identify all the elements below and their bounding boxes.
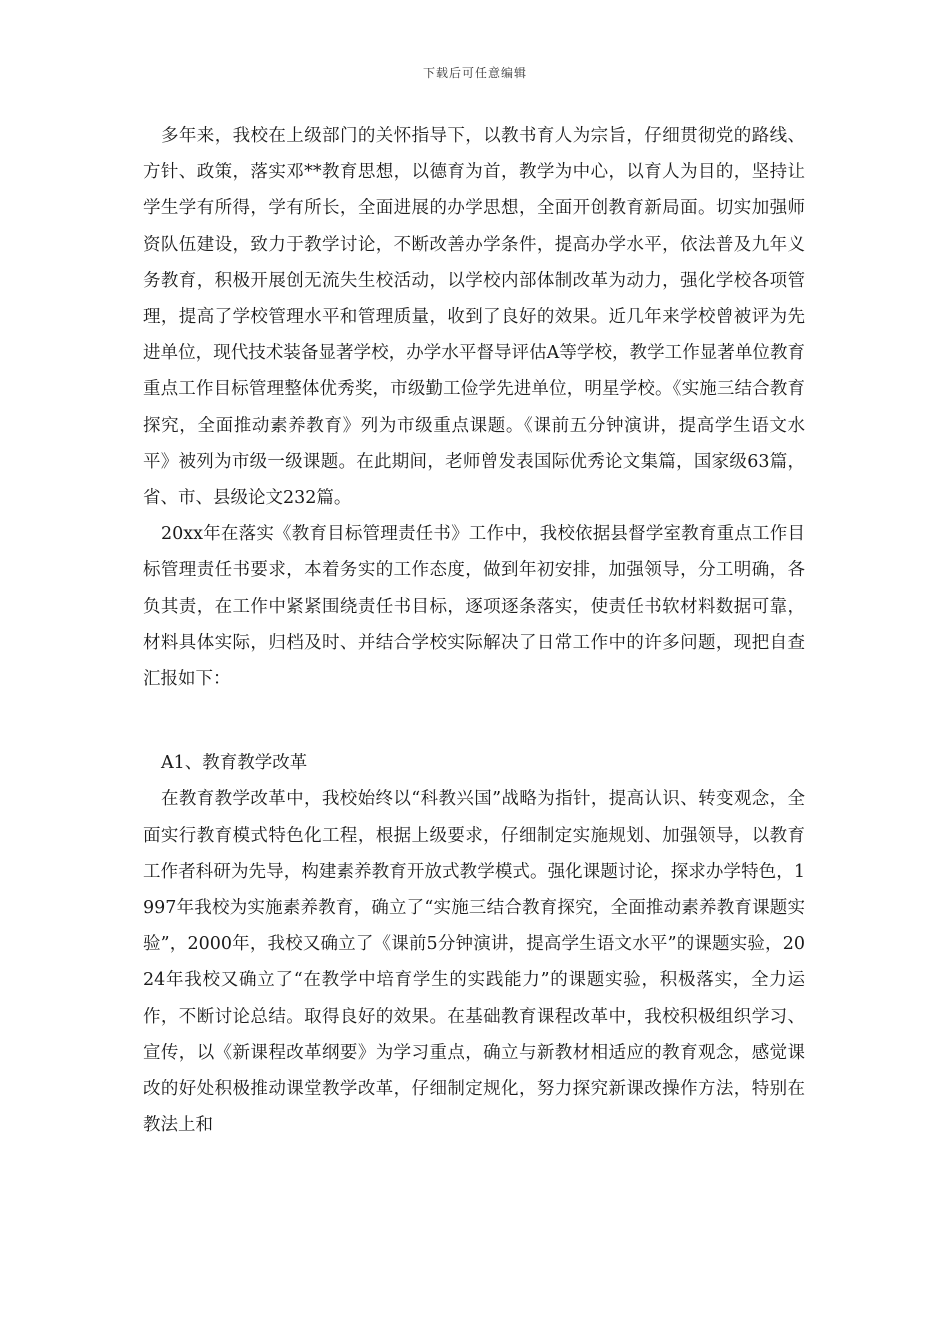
paragraph-intro: 多年来，我校在上级部门的关怀指导下，以教书育人为宗旨，仔细贯彻党的路线、方针、政策，落实邓**教育思想，以德育为首，教学为中心，以育人为目的，坚持让学生学有所得，学有所长，全面进展的办学思想，全面开创教育新局面。切实加强师资队伍建设，致力于教学讨论，不断改善办学条件，提高办学水平，依法普及九年义务教育，积极开展创无流失生校活动，以学校内部体制改革为动力，强化学校各项管理，提高了学校管理水平和管理质量，收到了良好的效果。近几年来学校曾被评为先进单位，现代技术装备显著学校，办学水平督导评估A等学校，教学工作显著单位教育重点工作目标管理整体优秀奖，市级勤工俭学先进单位，明星学校。《实施三结合教育探究，全面推动素养教育》列为市级重点课题。《课前五分钟演讲，提高学生语文水平》被列为市级一级课题。在此期间，老师曾发表国际优秀论文集篇，国家级63篇，省、市、县级论文232篇。 [143,126,805,509]
section-heading: A1、教育教学改革 [161,753,308,774]
paragraph-reform: 在教育教学改革中，我校始终以“科教兴国”战略为指针，提高认识、转变观念，全面实行教育模式特色化工程，根据上级要求，仔细制定实施规划、加强领导，以教育工作者科研为先导，构建素养教育开放式教学模式。强化课题讨论，探求办学特色，1997年我校为实施素养教育，确立了“实施三结合教育探究，全面推动素养教育课题实验”，2000年，我校又确立了《课前5分钟演讲，提高学生语文水平”的课题实验，2024年我校又确立了“在教学中培育学生的实践能力”的课题实验，积极落实，全力运作，不断讨论总结。取得良好的效果。在基础教育课程改革中，我校积极组织学习、宣传，以《新课程改革纲要》为学习重点，确立与新教材相适应的教育观念，感觉课改的好处积极推动课堂教学改革，仔细制定规化，努力探究新课改操作方法，特别在教法上和 [143,789,805,1136]
page-header: 下载后可任意编辑 [422,66,527,80]
paragraph-spacer [143,697,805,745]
paragraph-self-check: 20xx年在落实《教育目标管理责任书》工作中，我校依据县督学室教育重点工作目标管理责任书要求，本着务实的工作态度，做到年初安排，加强领导，分工明确，各负其责，在工作中紧紧围绕责任书目标，逐项逐条落实，使责任书软材料数据可靠，材料具体实际，归档及时、并结合学校实际解决了日常工作中的许多问题，现把自查汇报如下： [143,524,805,690]
document-body [143,118,805,1143]
